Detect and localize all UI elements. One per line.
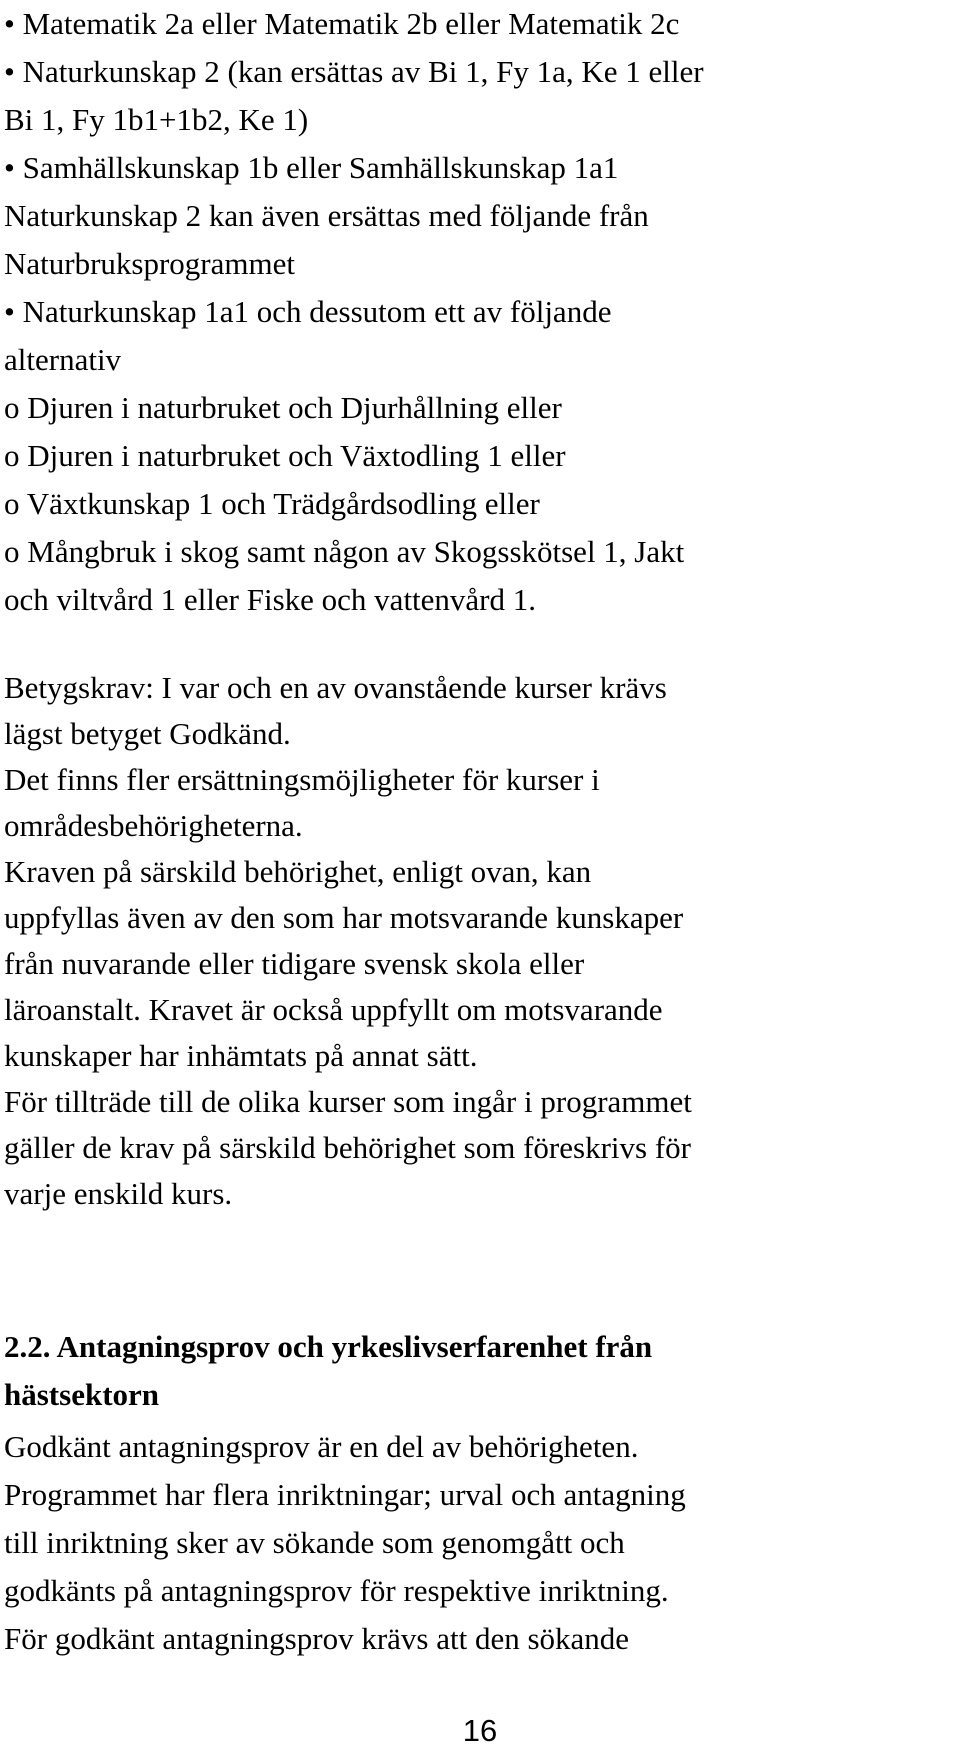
paragraph-line: kunskaper har inhämtats på annat sätt.: [4, 1038, 478, 1073]
paragraph-line: varje enskild kurs.: [4, 1176, 233, 1211]
list-item: • Matematik 2a eller Matematik 2b eller Matematik 2c: [4, 6, 680, 41]
sub-list-item: o Växtkunskap 1 och Trädgårdsodling eller: [4, 486, 540, 521]
section-heading-line: 2.2. Antagningsprov och yrkeslivserfarenhet från: [4, 1329, 653, 1364]
paragraph-line: områdesbehörigheterna.: [4, 808, 303, 843]
sub-list-item: o Mångbruk i skog samt någon av Skogsskötsel 1, Jakt: [4, 534, 685, 569]
section-body-line: godkänts på antagningsprov för respektive inriktning.: [4, 1573, 669, 1608]
list-item: • Naturkunskap 2 (kan ersättas av Bi 1, Fy 1a, Ke 1 eller: [4, 54, 704, 89]
paragraph-line: Det finns fler ersättningsmöjligheter för kurser i: [4, 762, 600, 797]
paragraph-line: Betygskrav: I var och en av ovanstående kurser krävs: [4, 670, 667, 705]
requirements-paragraphs: [4, 665, 956, 1217]
paragraph-line: läroanstalt. Kravet är också uppfyllt om motsvarande: [4, 992, 663, 1027]
list-item-continuation: alternativ: [4, 342, 122, 377]
paragraph-line: Kraven på särskild behörighet, enligt ovan, kan: [4, 854, 592, 889]
paragraph-line: uppfyllas även av den som har motsvarande kunskaper: [4, 900, 684, 935]
list-item: • Naturkunskap 1a1 och dessutom ett av följande: [4, 294, 612, 329]
section-body-line: Godkänt antagningsprov är en del av behörigheten.: [4, 1429, 639, 1464]
list-note: Naturkunskap 2 kan även ersättas med följande från: [4, 198, 649, 233]
paragraph-line: gäller de krav på särskild behörighet som föreskrivs för: [4, 1130, 691, 1165]
section-body: [4, 1423, 956, 1663]
section-heading-line: hästsektorn: [4, 1377, 160, 1412]
section-body-line: till inriktning sker av sökande som genomgått och: [4, 1525, 625, 1560]
list-item-continuation: Bi 1, Fy 1b1+1b2, Ke 1): [4, 102, 309, 137]
list-item: • Samhällskunskap 1b eller Samhällskunskap 1a1: [4, 150, 619, 185]
section-body-line: För godkänt antagningsprov krävs att den sökande: [4, 1621, 630, 1656]
sub-list-item-continuation: och viltvård 1 eller Fiske och vattenvård 1.: [4, 582, 537, 617]
sub-list-item: o Djuren i naturbruket och Djurhållning eller: [4, 390, 562, 425]
page-number: 16: [462, 1713, 498, 1748]
list-note: Naturbruksprogrammet: [4, 246, 295, 281]
requirements-list: [4, 0, 956, 624]
section-body-line: Programmet har flera inriktningar; urval och antagning: [4, 1477, 686, 1512]
paragraph-line: För tillträde till de olika kurser som ingår i programmet: [4, 1084, 692, 1119]
paragraph-line: lägst betyget Godkänd.: [4, 716, 291, 751]
section-heading: [4, 1323, 956, 1419]
sub-list-item: o Djuren i naturbruket och Växtodling 1 eller: [4, 438, 566, 473]
paragraph-line: från nuvarande eller tidigare svensk skola eller: [4, 946, 585, 981]
